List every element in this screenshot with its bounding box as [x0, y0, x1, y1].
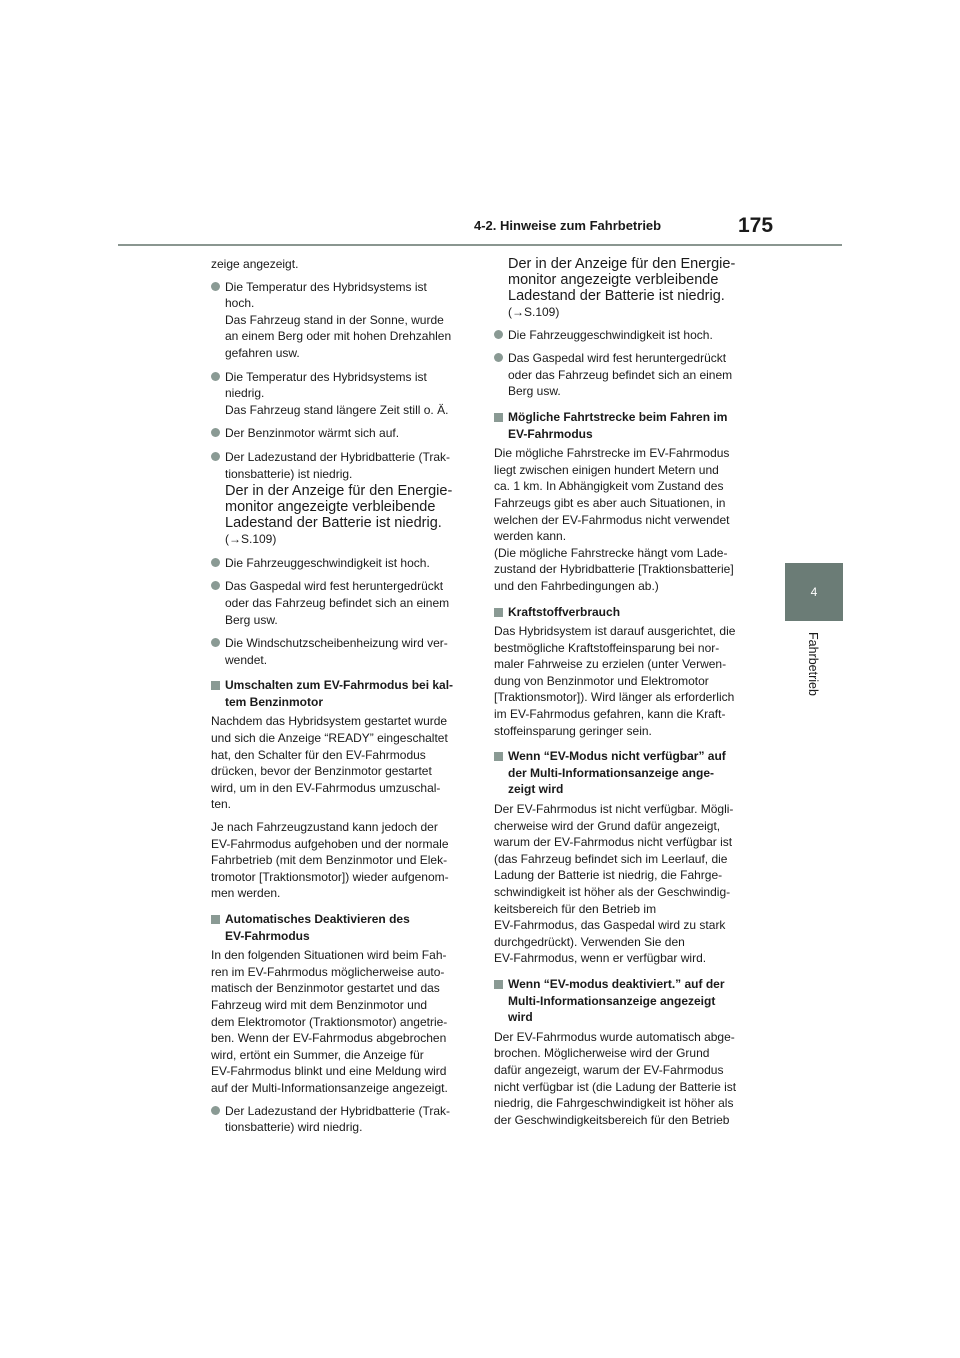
list-item — [494, 327, 746, 344]
right-column — [494, 256, 746, 1134]
bullet-text: Die Fahrzeuggeschwindigkeit ist hoch. — [508, 327, 713, 342]
chapter-tab — [785, 563, 843, 621]
list-item — [211, 578, 463, 628]
heading-text: Kraftstoffverbrauch — [508, 604, 621, 619]
list-item — [211, 279, 463, 362]
bullet-icon — [211, 581, 220, 590]
bullet-text: Der Benzinmotor wärmt sich auf. — [225, 426, 400, 441]
heading-text: Wenn “EV-modus deaktiviert.” auf der Multi-Informationsanzeige angezeigt wird — [508, 976, 725, 1025]
continued-lead-text: Der in der Anzeige für den Energie- monitor angezeigte verbleibende Ladestand der Batterie ist niedrig. — [508, 256, 736, 304]
section-heading — [494, 976, 746, 1026]
square-bullet-icon — [211, 681, 220, 690]
paragraph: Nachdem das Hybridsystem gestartet wurde und sich die Anzeige “READY” eingeschaltet hat, den Schalter für den EV-Fahrmodus drücken, bevor der Benzinmotor gestartet wird, um in den EV-Fahrmodus umzuschal- ten. — [211, 714, 448, 812]
section-heading — [211, 911, 463, 944]
paragraph: Das Hybridsystem ist darauf ausgerichtet, die bestmögliche Kraftstoffeinsparung bei nor- maler Fahrweise zu erzielen (unter Verwen- dung von Benzinmotor und Elektromotor [Traktionsmotor]). Wird länger als erforderlich im EV-Fahrmodus gefahren, kann die Kraft- stoffeinsparung geringer sein. — [494, 624, 736, 738]
bullet-text: Die Temperatur des Hybridsystems ist niedrig. Das Fahrzeug stand längere Zeit still o. Ä. — [225, 369, 449, 417]
list-item — [211, 425, 463, 442]
bullet-icon — [494, 330, 503, 339]
square-bullet-icon — [211, 915, 220, 924]
intro-text: zeige angezeigt. — [211, 257, 299, 271]
bullet-text: Die Fahrzeuggeschwindigkeit ist hoch. — [225, 555, 430, 570]
list-item — [211, 1103, 463, 1136]
bullet-text: Das Gaspedal wird fest heruntergedrückt oder das Fahrzeug befindet sich an einem Berg usw. — [508, 351, 733, 399]
bullet-icon — [211, 1106, 220, 1115]
paragraph: In den folgenden Situationen wird beim Fah- ren im EV-Fahrmodus möglicherweise auto- matisch der Benzinmotor gestartet und das Fahrzeug wird mit dem Benzinmotor und dem Elektromotor (Traktionsmotor) angetrie- ben. Wenn der EV-Fahrmodus abgebrochen wird, ertönt ein Summer, die Anzeige für EV-Fahrmodus blinkt und eine Meldung wird auf der Multi-Informationsanzeige angezeigt. — [211, 948, 448, 1095]
list-item — [211, 369, 463, 419]
list-item — [211, 635, 463, 668]
paragraph: Je nach Fahrzeugzustand kann jedoch der EV-Fahrmodus aufgehoben und der normale Fahrbetrieb (mit dem Benzinmotor und Elek- tromotor [Traktionsmotor]) wieder aufgenom- men werden. — [211, 820, 449, 901]
section-heading — [211, 677, 463, 710]
heading-text: Wenn “EV-Modus nicht verfügbar” auf der Multi-Informationsanzeige ange- zeigt wird — [508, 749, 726, 797]
square-bullet-icon — [494, 980, 503, 989]
heading-text: Automatisches Deaktivieren des EV-Fahrmodus — [225, 912, 410, 943]
paragraph: Der EV-Fahrmodus wurde automatisch abge- brochen. Möglicherweise wird der Grund dafür angezeigt, warum der EV-Fahrmodus nicht verfügbar ist (die Ladung der Batterie ist niedrig, die Fahrgeschwindigkeit ist höher als der Geschwindigkeitsbereich für den Betrieb — [494, 1029, 737, 1127]
page-reference[interactable]: (→S.109) — [225, 532, 277, 547]
page-number: 175 — [738, 214, 774, 237]
list-item — [211, 555, 463, 572]
header-rule — [118, 244, 842, 246]
bullet-icon — [211, 428, 220, 437]
chapter-number: 4 — [810, 585, 818, 599]
square-bullet-icon — [494, 752, 503, 761]
bullet-icon — [211, 282, 220, 291]
section-title: 4-2. Hinweise zum Fahrbetrieb — [474, 218, 662, 233]
bullet-text: Das Gaspedal wird fest heruntergedrückt oder das Fahrzeug befindet sich an einem Berg usw. — [225, 579, 450, 627]
section-heading — [494, 604, 746, 621]
bullet-lead-text: Der in der Anzeige für den Energie- monitor angezeigte verbleibende Ladestand der Batterie ist niedrig. — [225, 483, 453, 532]
section-heading — [494, 748, 746, 798]
left-column — [211, 256, 463, 1143]
bullet-icon — [494, 353, 503, 362]
paragraph: Der EV-Fahrmodus ist nicht verfügbar. Mögli- cherweise wird der Grund dafür angezeigt, warum der EV-Fahrmodus nicht verfügbar ist (das Fahrzeug befindet sich im Leerlauf, die Ladung der Batterie ist niedrig, die Fahrge- schwindigkeit ist höher als der Geschwindig- keitsbereich für den Betrieb im EV-Fahrmodus, das Gaspedal wird zu stark durchgedrückt). Verwenden Sie den EV-Fahrmodus, wenn er verfügbar wird. — [494, 802, 734, 966]
paragraph: Die mögliche Fahrstrecke im EV-Fahrmodus liegt zwischen einigen hundert Metern und ca. 1 km. In Abhängigkeit vom Zustand des Fahrzeugs gibt es aber auch Situationen, in welchen der EV-Fahrmodus nicht verwendet werden kann. (Die mögliche Fahrstrecke hängt vom Lade- zustand der Hybridbatterie [Traktionsbatterie] und den Fahrbedingungen ab.) — [494, 446, 734, 593]
bullet-text: Die Windschutzscheibenheizung wird ver- wendet. — [225, 636, 448, 667]
bullet-text: Die Temperatur des Hybridsystems ist hoch. Das Fahrzeug stand in der Sonne, wurde an einem Berg oder mit hohen Drehzahlen gefahren usw. — [225, 279, 452, 360]
section-heading — [494, 409, 746, 442]
bullet-icon — [211, 638, 220, 647]
page-reference[interactable]: (→S.109) — [508, 305, 560, 319]
heading-text: Umschalten zum EV-Fahrmodus bei kal- tem Benzinmotor — [225, 678, 454, 709]
bullet-icon — [211, 558, 220, 567]
bullet-text: Der Ladezustand der Hybridbatterie (Trak- tionsbatterie) ist niedrig. — [225, 449, 450, 481]
square-bullet-icon — [494, 413, 503, 422]
bullet-icon — [211, 372, 220, 381]
chapter-label: Fahrbetrieb — [806, 632, 820, 696]
heading-text: Mögliche Fahrtstrecke beim Fahren im EV-Fahrmodus — [508, 409, 728, 441]
list-item — [211, 449, 463, 548]
bullet-icon — [211, 452, 220, 461]
square-bullet-icon — [494, 608, 503, 617]
list-item — [494, 350, 746, 400]
bullet-text: Der Ladezustand der Hybridbatterie (Trak- tionsbatterie) wird niedrig. — [225, 1103, 450, 1135]
